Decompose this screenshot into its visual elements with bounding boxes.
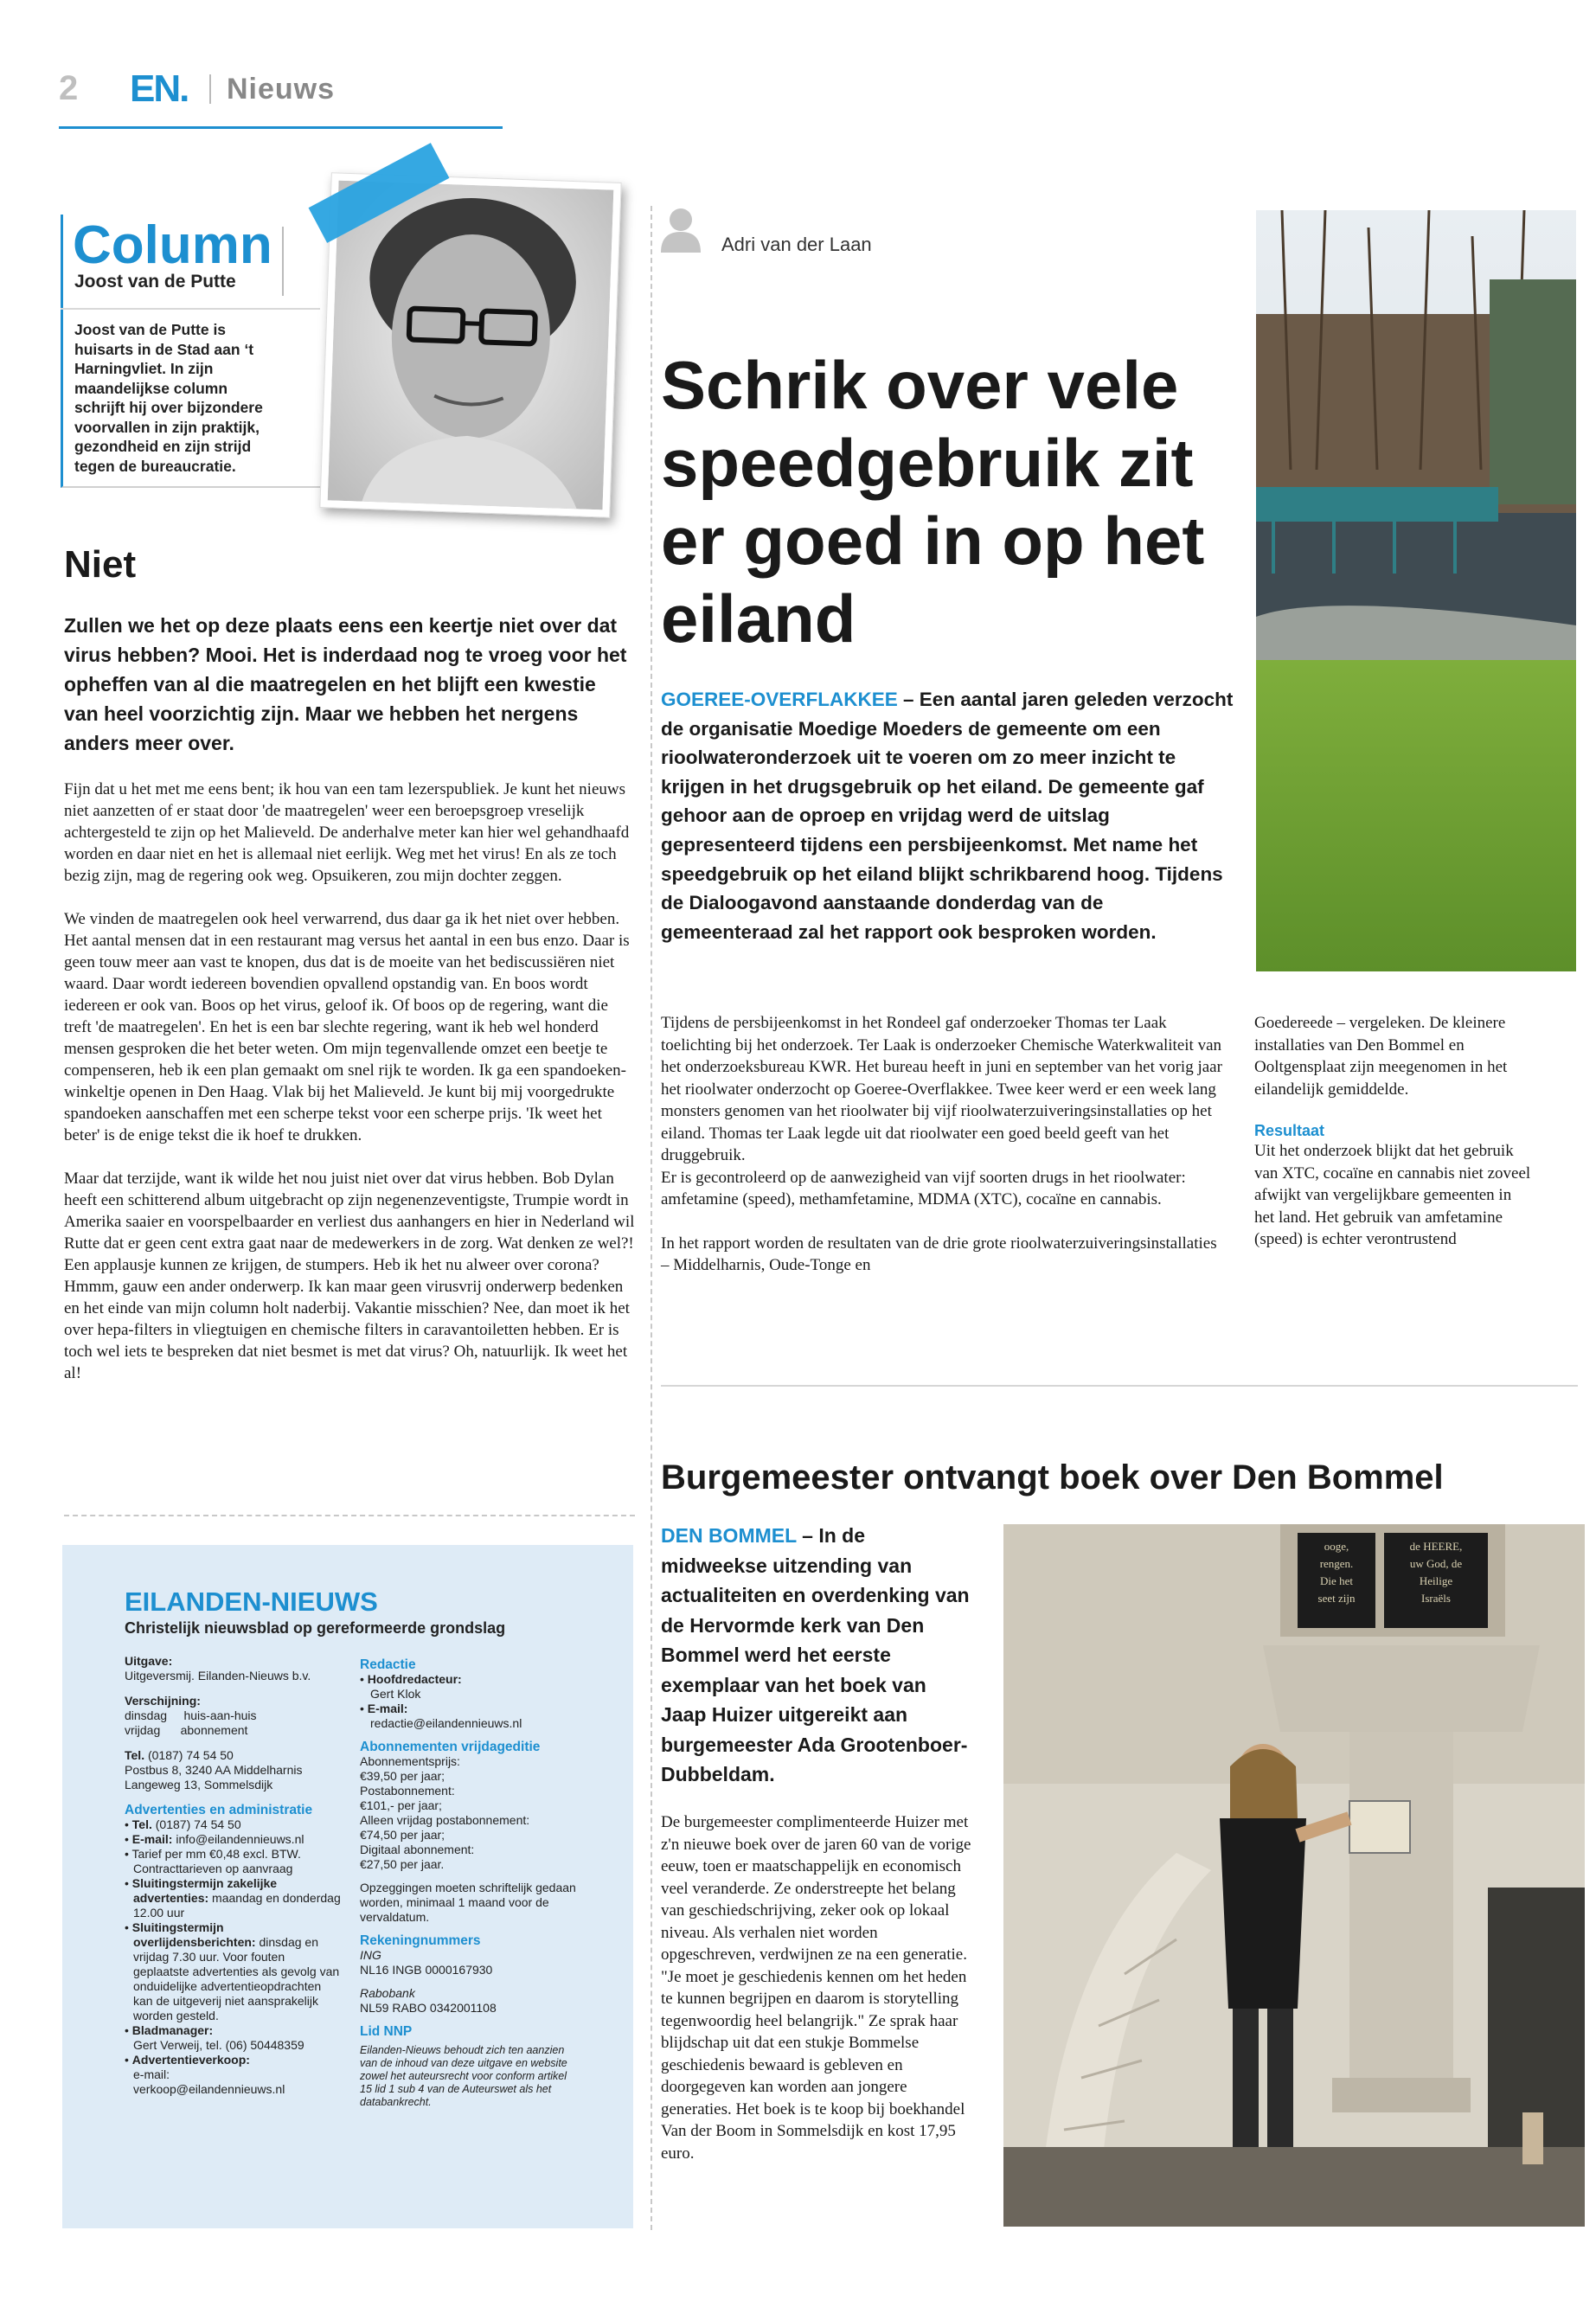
adv-email[interactable]: info@eilandennieuws.nl: [176, 1832, 304, 1846]
newspaper-logo: EN.: [130, 67, 189, 110]
hoofdred-label: Hoofdredacteur:: [367, 1672, 462, 1686]
article-author: Adri van der Laan: [721, 234, 872, 255]
verschijning-1: dinsdag huis-aan-huis: [125, 1708, 257, 1722]
column-bio: Joost van de Putte is huisarts in de Stad aan ‘t Harningvliet. In zijn maandelijkse column schrijft hij over bijzondere voorvallen in zijn praktijk, gezondheid en zijn strijd tegen de bureaucratie.: [74, 321, 263, 475]
rabo-label: Rabobank: [360, 1986, 415, 2000]
main-paragraph-1: Tijdens de persbijeenkomst in het Rondeel gaf onderzoeker Thomas ter Laak toelichting bij het onderzoek. Ter Laak is onderzoeker Chemische Waterkwaliteit van het onderzoeksbureau KWR. Het bureau heeft in juni en september van het vorig jaar het rioolwater onderzocht op Goeree-Overflakkee. Twee keer werd er een week lang monsters genomen van het rioolwater bij vijf rioolwaterzuiveringsinstallaties op het eiland. Thomas ter Laak legde uit dat rioolwater een goed beeld geeft van het druggebruik.: [661, 1014, 1222, 1164]
column-author: Joost van de Putte: [74, 272, 236, 292]
church-photo: [1003, 1524, 1585, 2227]
column-headline: Niet: [64, 543, 137, 586]
board-right-line-4: Israëls: [1421, 1592, 1451, 1605]
colophon-left: Uitgave: Uitgeversmij. Eilanden-Nieuws b.v. Verschijning: dinsdag huis-aan-huis vrijdag abonnement Tel. (0187) 74 54 50 Postbus 8, 3240 AA Middelharnis Langeweg 13, Sommelsdijk Advertenties en administratie • Tel. (0187) 74 54 50 • E-mail: info@eilandennieuws.nl • Tarief per mm €0,48 excl. BTW. Contracttarieven op aanvraag • Sluitingstermijn zakelijke advertenties: maandag en donderdag 12.00 uur • Sluitingstermijn overlijdensberichten: dinsdag en vrijdag 7.30 uur. Voor fouten geplaatste advertenties als gevolg van onduidelijke advertentieopdrachten kan de uitgeverij niet aansprakelijk worden gesteld. • Bladmanager: Gert Verweij, tel. (06) 50448359 • Advertentieverkoop: e-mail: verkoop@eilandennieuws.nl: [125, 1654, 341, 2096]
address-line-2: Langeweg 13, Sommelsdijk: [125, 1778, 273, 1791]
abo-7: Digitaal abonnement:: [360, 1843, 475, 1856]
abo-title: Abonnementen vrijdageditie: [360, 1740, 541, 1754]
board-right-line-2: uw God, de: [1409, 1557, 1463, 1570]
abo-8: €27,50 per jaar.: [360, 1857, 445, 1871]
hoofdred: Gert Klok: [370, 1687, 421, 1701]
photo-image: [1256, 210, 1576, 971]
abo-1: Abonnementsprijs:: [360, 1754, 460, 1768]
second-body: De burgemeester complimenteerde Huizer met z'n nieuwe boek over de jaren 60 van de vorige eeuw, toen er maatschappelijk en economisch veel veranderde. Ze onderstreepte het belang van geschiedschrijving, zeker ook op lokaal niveau. Als verhalen niet worden opgeschreven, verdwijnen ze na een generatie. "Je moet je geschiedenis kennen om het heden te kunnen begrijpen en daarom is storytelling tegenwoordig heel belangrijk." Ze sprak haar blijdschap uit dat een stukje Bommelse geschiedenis bewaard is gebleven en doorgegeven kan worden aan jongere generaties. Het boek is te koop bij boekhandel Van der Boom in Sommelsdijk en kost 17,95 euro.: [661, 1813, 971, 2163]
verschijning-label: Verschijning:: [125, 1694, 201, 1708]
adv-email-label: E-mail:: [131, 1832, 173, 1846]
column-lead: Zullen we het op deze plaats eens een keertje niet over dat virus hebben? Mooi. Het is inderdaad nog te vroeg voor het opheffen van al die maatregelen en het blijft een kwestie van heel voorzichtig zijn. Maar we hebben het nergens anders meer over.: [64, 614, 627, 754]
redactie-title: Redactie: [360, 1657, 416, 1672]
ing-number: NL16 INGB 0000167930: [360, 1963, 493, 1977]
ing-label: ING: [360, 1948, 381, 1962]
sluit-overlijden-label: Sluitingstermijn overlijdensberichten:: [131, 1920, 256, 1949]
abo-5: Alleen vrijdag postabonnement:: [360, 1813, 530, 1827]
second-location: DEN BOMMEL: [661, 1524, 797, 1547]
colophon-right: Redactie • Hoofdredacteur: Gert Klok • E-mail: redactie@eilandennieuws.nl Abonnementen vrijdageditie Abonnementsprijs: €39,50 per jaar; Postabonnement: €101,- per jaar; Alleen vrijdag postabonnement: €74,50 per jaar; Digitaal abonnement: €27,50 per jaar. Opzeggingen moeten schriftelijk gedaan worden, minimaal 1 maand voor de vervaldatum. Rekeningnummers ING NL16 INGB 0000167930 Rabobank NL59 RABO 0342001108 Lid NNP Eilanden-Nieuws behoudt zich ten aanzien van de inhoud van deze uitgave en website zowel het auteursrecht voor conform artikel 15 lid 1 sub 4 van de Auteurswet als het databankrecht.: [360, 1657, 585, 2109]
uitgave-value: Uitgeversmij. Eilanden-Nieuws b.v.: [125, 1669, 311, 1682]
advverkoop-2[interactable]: verkoop@eilandennieuws.nl: [133, 2082, 285, 2096]
main-body: [661, 1012, 1223, 1298]
board-left-line-2: rengen.: [1319, 1557, 1354, 1570]
tel-label: Tel.: [125, 1748, 145, 1762]
tel-value: (0187) 74 54 50: [147, 1748, 234, 1762]
second-lead-text: – In de midweekse uitzending van actualiteiten en overdenking van de Hervormde kerk van Den Bommel werd het eerste exemplaar van het boek van Jaap Huizer uitgereikt aan burgemeester Ada Grootenboer-Dubbeldam.: [661, 1524, 970, 1785]
header-separator: [209, 74, 211, 104]
board-left-line-3: Die het: [1320, 1574, 1353, 1587]
column-label-divider: [282, 227, 284, 296]
adv-title: Advertenties en administratie: [125, 1803, 313, 1817]
advverkoop-1: e-mail:: [133, 2067, 170, 2081]
portrait-image: [328, 181, 614, 510]
board-left-line-4: seet zijn: [1317, 1592, 1356, 1605]
abo-4: €101,- per jaar;: [360, 1798, 442, 1812]
photo-image: [1003, 1524, 1585, 2227]
nnp-title: Lid NNP: [360, 2024, 413, 2039]
column-label: Column: [73, 215, 272, 275]
water-treatment-photo: [1256, 210, 1576, 971]
address-line-1: Postbus 8, 3240 AA Middelharnis: [125, 1763, 303, 1777]
sluit-zakelijk-label: Sluitingstermijn zakelijke advertenties:: [131, 1876, 278, 1905]
abo-3: Postabonnement:: [360, 1784, 455, 1798]
user-icon: [661, 206, 701, 253]
column-body: [64, 779, 635, 1406]
bladmanager-label: Bladmanager:: [131, 2023, 214, 2037]
side-subheading: Resultaat: [1254, 1122, 1325, 1139]
abo-2: €39,50 per jaar;: [360, 1769, 445, 1783]
column-paragraph: We vinden de maatregelen ook heel verwarrend, dus daar ga ik het niet over hebben. Het aantal mensen dat in een restaurant mag versus het aantal in een bus enzo. Daar is geen touw meer aan vast te knopen, dus dat is de moeite van het bediscussiëren niet waard. Daar wordt iedereen bovendien opvallend opstandig van. En boos wordt iedereen er ook van. Boos op het virus, geloof ik. Of boos op de regering, want die treft 'de maatregelen'. En het is een bar slechte regering, want ik heb wel honderd mensen gesproken die het beter weten. Om mijn tegenvallende omzet een beetje te compenseren, heb ik een plan gemaakt om snel rijk te worden. Ik ga een spandoeken-winkeltje openen in Den Haag. Vlak bij het Malieveld. Je kunt bij mij voorgedrukte spandoeken aanschaffen met een scherpe tekst voor een scherpe prijs. 'Ik weet het beter' is de enige tekst die ik hoef te drukken.: [64, 910, 630, 1144]
rabo-number: NL59 RABO 0342001108: [360, 2001, 497, 2015]
side-paragraph-2: Uit het onderzoek blijkt dat het gebruik van XTC, cocaïne en cannabis niet zoveel afwijkt van vergelijkbare gemeenten in het land. Het gebruik van amfetamine (speed) is echter verontrustend: [1254, 1142, 1531, 1248]
disclaimer: Eilanden-Nieuws behoudt zich ten aanzien van de inhoud van deze uitgave en website zowel het auteursrecht voor conform artikel 15 lid 1 sub 4 van de Auteurswet als het databankrecht.: [360, 2044, 567, 2108]
section-title: Nieuws: [227, 73, 336, 106]
header-rule: [59, 126, 503, 129]
adv-tel: (0187) 74 54 50: [155, 1817, 241, 1831]
verschijning-2: vrijdag abonnement: [125, 1723, 248, 1737]
column-paragraph: Fijn dat u het met me eens bent; ik hou van een tam lezerspubliek. Je kunt het nieuws niet aanzetten of er staat door 'de maatregelen' weer een beroepsgroep vreselijk achtergesteld te zijn op het Malieveld. De anderhalve meter kan hier wel gehandhaafd worden en daar niet en het is allemaal niet eerlijk. Weg met het virus! En als ze toch bezig zijn, mag de regering ook weg. Opsuikeren, zou mijn dochter zeggen.: [64, 780, 630, 885]
red-email[interactable]: redactie@eilandennieuws.nl: [370, 1716, 522, 1730]
column-paragraph: Maar dat terzijde, want ik wilde het nou juist niet over dat virus hebben. Bob Dylan heeft een schitterend album uitgebracht op zijn negenenzeventigste, Trumpie wordt in Amerika saaier en voorspelbaarder en verliest dus aanhangers en hier in Nederland wil Rutte dat er geen cent extra gaat naar de medewerkers in de zorg. Wat denken ze wel?! Een applausje kunnen ze krijgen, de stumpers. Heb ik het nu alweer over corona? Hmmm, gauw een ander onderwerp. Ik kan maar geen virusvrij onderwerp bedenken en het einde van mijn column holt naderbij. Vakantie misschien? Nee, dan moet ik het over hepa-filters in vliegtuigen en chemische filters in caravantoiletten hebben. Er is toch wel iets te bespreken dat niet besmet is met dat virus? Oh, natuurlijk. Ik weet het al!: [64, 1170, 635, 1382]
advverkoop-label: Advertentieverkoop:: [131, 2053, 250, 2067]
second-lead: [661, 1521, 972, 1790]
sluit-zakelijk: maandag en donderdag 12.00 uur: [133, 1891, 341, 1920]
red-email-label: E-mail:: [367, 1702, 408, 1715]
board-right-line-1: de HEERE,: [1409, 1540, 1463, 1553]
board-right-line-3: Heilige: [1419, 1574, 1453, 1587]
second-headline: Burgemeester ontvangt boek over Den Bommel: [661, 1458, 1444, 1497]
uitgave-label: Uitgave:: [125, 1654, 173, 1668]
bladmanager: Gert Verweij, tel. (06) 50448359: [133, 2038, 304, 2052]
article-separator: [661, 1385, 1578, 1387]
main-paragraph-2: Er is gecontroleerd op de aanwezigheid van vijf soorten drugs in het rioolwater: amfetamine (speed), methamfetamine, MDMA (XTC), cocaïne en cannabis.: [661, 1168, 1186, 1208]
rek-title: Rekeningnummers: [360, 1933, 481, 1948]
main-paragraph-3: In het rapport worden de resultaten van de drie grote rioolwaterzuiveringsinstallaties – Middelharnis, Oude-Tonge en: [661, 1234, 1217, 1274]
side-body: [1254, 1012, 1533, 1251]
board-left-line-1: ooge,: [1324, 1540, 1349, 1553]
column-divider: [651, 206, 652, 2230]
main-headline: Schrik over vele speedgebruik zit er goed in op het eiland: [661, 347, 1205, 657]
column-author-rule: [61, 308, 320, 310]
main-location: GOEREE-OVERFLAKKEE: [661, 689, 898, 710]
side-paragraph-1: Goedereede – vergeleken. De kleinere installaties van Den Bommel en Ooltgensplaat zijn meegenomen in het eilandelijk gemiddelde.: [1254, 1014, 1508, 1099]
adv-tarief: Tarief per mm €0,48 excl. BTW. Contracttarieven op aanvraag: [131, 1847, 301, 1875]
author-portrait: [319, 172, 621, 517]
main-lead: [661, 685, 1240, 946]
opzegging: Opzeggingen moeten schriftelijk gedaan worden, minimaal 1 maand voor de vervaldatum.: [360, 1881, 576, 1924]
abo-6: €74,50 per jaar;: [360, 1828, 445, 1842]
colophon-tagline: Christelijk nieuwsblad op gereformeerde grondslag: [125, 1619, 506, 1637]
colophon-logo: EILANDEN-NIEUWS: [125, 1586, 378, 1617]
main-lead-text: – Een aantal jaren geleden verzocht de organisatie Moedige Moeders de gemeente om een rioolwateronderzoek uit te voeren om zo meer inzicht te krijgen in het drugsgebruik op het eiland. De gemeente gaf gehoor aan de oproep en vrijdag werd de uitslag gepresenteerd tijdens een persbijeenkomst. Met name het speedgebruik op het eiland blijkt schrikbarend hoog. Tijdens de Dialoogavond aanstaande donderdag van de gemeenteraad zal het rapport ook besproken worden.: [661, 689, 1234, 943]
sluit-overlijden: dinsdag en vrijdag 7.30 uur. Voor fouten geplaatste advertenties als gevolg van onduidelijke advertentieopdrachten kan de uitgeverij niet aansprakelijk worden gesteld.: [133, 1935, 340, 2022]
page-number: 2: [59, 69, 79, 107]
main-paragraph: [661, 1012, 1223, 1211]
adv-tel-label: Tel.: [131, 1817, 152, 1831]
colophon-divider: [64, 1515, 635, 1516]
